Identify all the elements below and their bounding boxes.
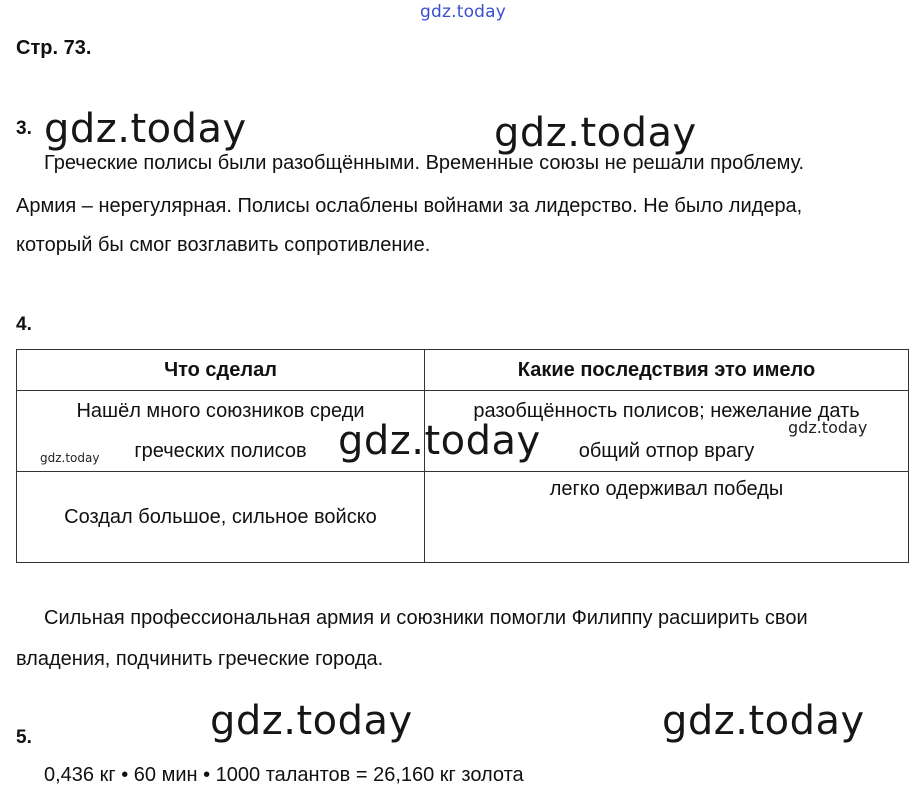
cell-line: легко одерживал победы xyxy=(549,478,784,500)
cell-line: общий отпор врагу xyxy=(578,440,755,462)
watermark-large: gdz.today xyxy=(662,698,865,744)
task-5-number: 5. xyxy=(16,727,32,748)
watermark-top: gdz.today xyxy=(420,2,507,22)
task-3-number: 3. xyxy=(16,118,32,139)
task-3-line-3: который бы смог возглавить сопротивление. xyxy=(16,234,431,256)
table-header-cell: Что сделал xyxy=(17,350,425,391)
task-5-formula: 0,436 кг • 60 мин • 1000 талантов = 26,160 кг золота xyxy=(44,764,524,786)
task-4-number: 4. xyxy=(16,314,32,335)
cell-line: греческих полисов xyxy=(134,440,307,462)
watermark-large: gdz.today xyxy=(494,110,697,156)
watermark-large: gdz.today xyxy=(44,106,247,152)
task-3-line-2: Армия – нерегулярная. Полисы ослаблены войнами за лидерство. Не было лидера, xyxy=(16,195,803,217)
table-header-row xyxy=(17,350,909,391)
table-row xyxy=(17,472,909,563)
cell-line: разобщённость полисов; нежелание дать xyxy=(473,400,860,422)
cell-line: Создал большое, сильное войско xyxy=(64,505,377,528)
task-3-line-1: Греческие полисы были разобщёнными. Временные союзы не решали проблему. xyxy=(44,152,805,174)
watermark-small: gdz.today xyxy=(40,451,100,465)
page-heading: Стр. 73. xyxy=(16,37,92,59)
watermark-large: gdz.today xyxy=(210,698,413,744)
task-4-conclusion-line-2: владения, подчинить греческие города. xyxy=(16,648,384,670)
cell-line: Нашёл много союзников среди xyxy=(76,400,365,422)
table-cell xyxy=(17,472,425,563)
watermark-medium: gdz.today xyxy=(788,418,868,437)
table-cell xyxy=(425,472,909,563)
watermark-large: gdz.today xyxy=(338,418,541,464)
task-4-conclusion-line-1: Сильная профессиональная армия и союзники помогли Филиппу расширить свои xyxy=(44,607,808,629)
table-header-cell: Какие последствия это имело xyxy=(425,350,909,391)
